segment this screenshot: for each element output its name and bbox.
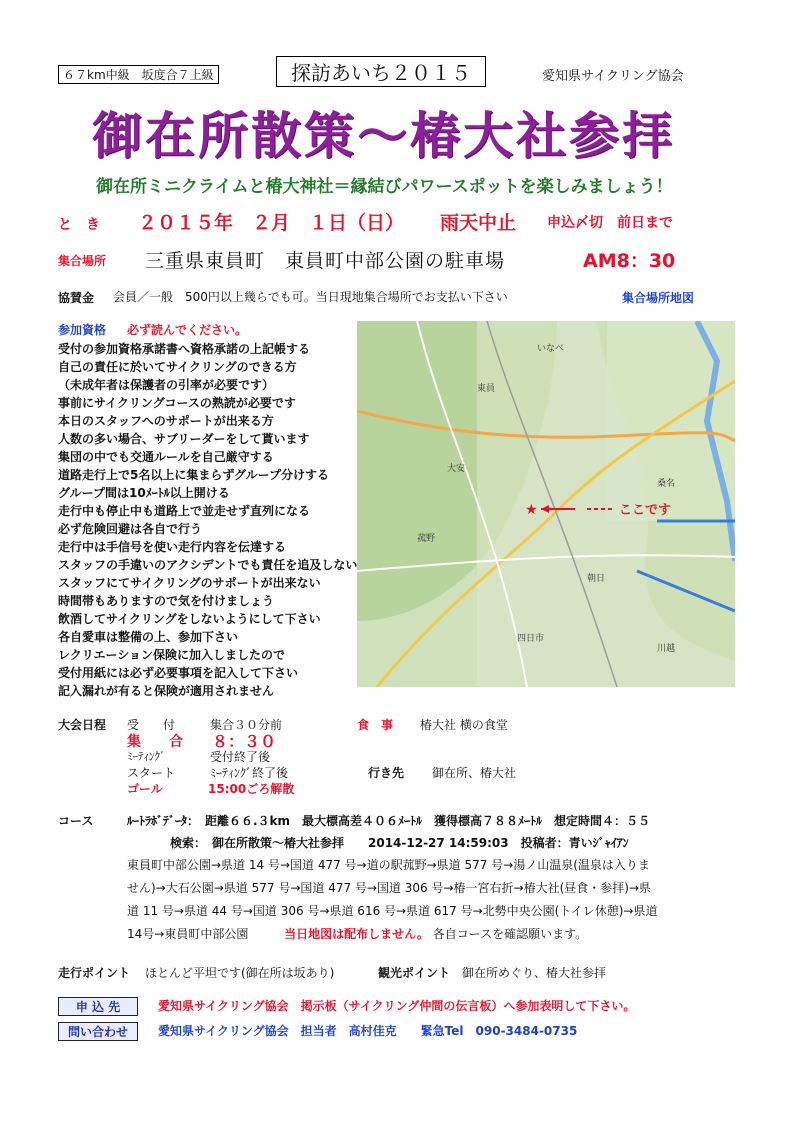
- org-name: 愛知県サイクリング協会: [542, 69, 684, 84]
- list-item: 本日のスタッフへのサポートが出来る方: [58, 414, 274, 428]
- meeting-label: 集合場所: [58, 254, 107, 268]
- schedule-reception-value: 集合３０分前: [210, 718, 283, 732]
- list-item: 走行中は手信号を使い走行内容を伝達する: [58, 540, 287, 554]
- list-item: スタッフにてサイクリングのサポートが出来ない: [58, 576, 321, 590]
- meeting-map: [357, 321, 735, 687]
- list-item: 時間帯もありますので気を付けましょう: [58, 594, 275, 608]
- fee-label: 協賛金: [58, 291, 95, 305]
- meeting-time: AM8：30: [583, 250, 676, 272]
- list-item: グループ間は10ﾒｰﾄﾙ以上開ける: [58, 486, 230, 500]
- route-last-line: [127, 925, 587, 942]
- ride-point-label: 走行ポイント: [58, 966, 131, 980]
- apply-text: 愛知県サイクリング協会 掲示板（サイクリング仲間の伝言板）へ参加表明して下さい。: [158, 999, 636, 1013]
- list-item: スタッフの手違いのアクシデントでも責任を追及しない: [58, 558, 358, 572]
- contact-label: 問い合わせ: [58, 1022, 138, 1041]
- list-item: 人数の多い場合、サブリーダーをして貰います: [58, 432, 310, 446]
- ride-point-text: ほとんど平坦です(御在所は坂あり): [145, 966, 335, 980]
- deadline: 申込〆切 前日まで: [547, 215, 673, 231]
- schedule-start-value: ﾐｰﾃｨﾝｸﾞ終了後: [210, 766, 289, 780]
- apply-label: 申 込 先: [58, 997, 138, 1016]
- route-line: せん)→大石公園→県道 577 号→国道 477 号→国道 306 号→椿一宮右折→椿大社(昼食・参拝)→県: [127, 881, 652, 895]
- destination-value: 御在所、椿大社: [432, 766, 517, 780]
- list-item: 記入漏れが有ると保険が適用されません: [58, 684, 275, 698]
- qualification-note: 必ず読んでください。: [127, 323, 248, 337]
- map-place-name: 朝日: [587, 574, 606, 584]
- list-item: 各自愛車は整備の上、参加下さい: [58, 630, 239, 644]
- schedule-meeting-value: 受付終了後: [210, 750, 271, 764]
- list-item: 集団の中でも交通ルールを自己厳守する: [58, 450, 274, 464]
- series-title: 探訪あいち２０１５: [276, 56, 486, 87]
- route-last: 14号→東員町中部公園: [127, 927, 249, 941]
- map-not-distributed: 当日地図は配布しません。: [284, 927, 429, 941]
- contact-text: 愛知県サイクリング協会 担当者 高村佳克 緊急Tel 090-3484-0735: [158, 1024, 578, 1038]
- level-box: ６７km中級 坂度合７上級: [58, 65, 219, 84]
- list-item: 受付の参加資格承諾書へ資格承諾の上記帳する: [58, 342, 311, 356]
- list-item: 飲酒してサイクリングをしないようにして下さい: [58, 612, 321, 626]
- course-stats: ﾙｰﾄﾗﾎﾞﾃﾞｰﾀ： 距離６６.３km 最大標高差４０６ﾒｰﾄﾙ 獲得標高７８８ﾒｰﾄﾙ 想定時間４：５５: [127, 814, 651, 828]
- map-marker-label: ここです: [619, 503, 672, 518]
- map-place-name: 菰野: [417, 534, 436, 544]
- list-item: 道路走行上で5名以上に集まらずグループ分けする: [58, 468, 330, 482]
- schedule-gather-value: ８：３０: [212, 732, 277, 751]
- main-title: 御在所散策～椿大社参拝: [92, 107, 675, 165]
- schedule-goal-value: 15:00ごろ解散: [208, 782, 295, 796]
- event-date: ２０１５年 ２月 １日（日）: [138, 212, 405, 234]
- destination-label: 行き先: [368, 766, 405, 780]
- sight-point-text: 御在所めぐり、椿大社参拝: [462, 966, 607, 980]
- map-graphic: [357, 321, 735, 687]
- schedule-reception-name: 受 付: [127, 718, 176, 732]
- rain-cancel: 雨天中止: [440, 212, 517, 234]
- list-item: 事前にサイクリングコースの熟読が必要です: [58, 396, 296, 410]
- map-place-name: 川越: [657, 644, 676, 654]
- list-item: 受付用紙には必ず必要事項を記入して下さい: [58, 666, 299, 680]
- list-item: レクリエーション保険に加入しましたので: [58, 648, 286, 662]
- schedule-label: 大会日程: [58, 718, 107, 732]
- fee-text: 会員／一般 500円以上幾らでも可。当日現地集合場所でお支払い下さい: [113, 290, 508, 304]
- date-label: と き: [58, 217, 100, 233]
- map-place-name: 東員: [477, 384, 496, 394]
- map-place-name: 桑名: [657, 479, 676, 489]
- meal-value: 椿大社 横の食堂: [420, 718, 508, 732]
- route-line: 東員町中部公園→県道 14 号→国道 477 号→道の駅菰野→県道 577 号→湯ノ山温泉(温泉は入りま: [127, 858, 650, 872]
- location-star-icon: ★: [525, 502, 538, 518]
- course-confirm: 各自コースを確認願います。: [432, 927, 588, 941]
- schedule-meeting-name: ﾐｰﾃｨﾝｸﾞ: [127, 750, 166, 763]
- route-line: 道 11 号→県道 44 号→国道 306 号→県道 616 号→県道 617 号→北勢中央公園(トイレ休憩)→県道: [127, 904, 658, 918]
- map-label: 集合場所地図: [622, 291, 695, 305]
- course-search: 検索： 御在所散策～椿大社参拝 2014-12-27 14:59:03 投稿者：青いｼﾞｬｲｱﾝ: [170, 836, 629, 850]
- qualification-label: 参加資格: [58, 323, 107, 337]
- map-place-name: 大安: [447, 464, 466, 474]
- meal-label: 食 事: [357, 718, 394, 732]
- sight-point-label: 観光ポイント: [378, 966, 451, 980]
- list-item: 自己の責任に於いてサイクリングのできる方: [58, 360, 297, 374]
- schedule-gather-name: 集 合: [127, 734, 183, 750]
- map-place-name: 四日市: [517, 634, 545, 644]
- subtitle: 御在所ミニクライムと椿大神社＝縁結びパワースポットを楽しみましょう！: [96, 177, 673, 197]
- schedule-goal-name: ゴール: [127, 782, 163, 796]
- list-item: 走行中も停止中も道路上で並走せず直列になる: [58, 504, 311, 518]
- schedule-start-name: スタート: [127, 766, 176, 780]
- list-item: 必ず危険回避は各自で行う: [58, 522, 203, 536]
- meeting-place: 三重県東員町 東員町中部公園の駐車場: [145, 250, 506, 272]
- course-label: コース: [58, 814, 94, 828]
- list-item: （未成年者は保護者の引率が必要です）: [58, 378, 275, 392]
- map-place-name: いなべ: [537, 344, 565, 354]
